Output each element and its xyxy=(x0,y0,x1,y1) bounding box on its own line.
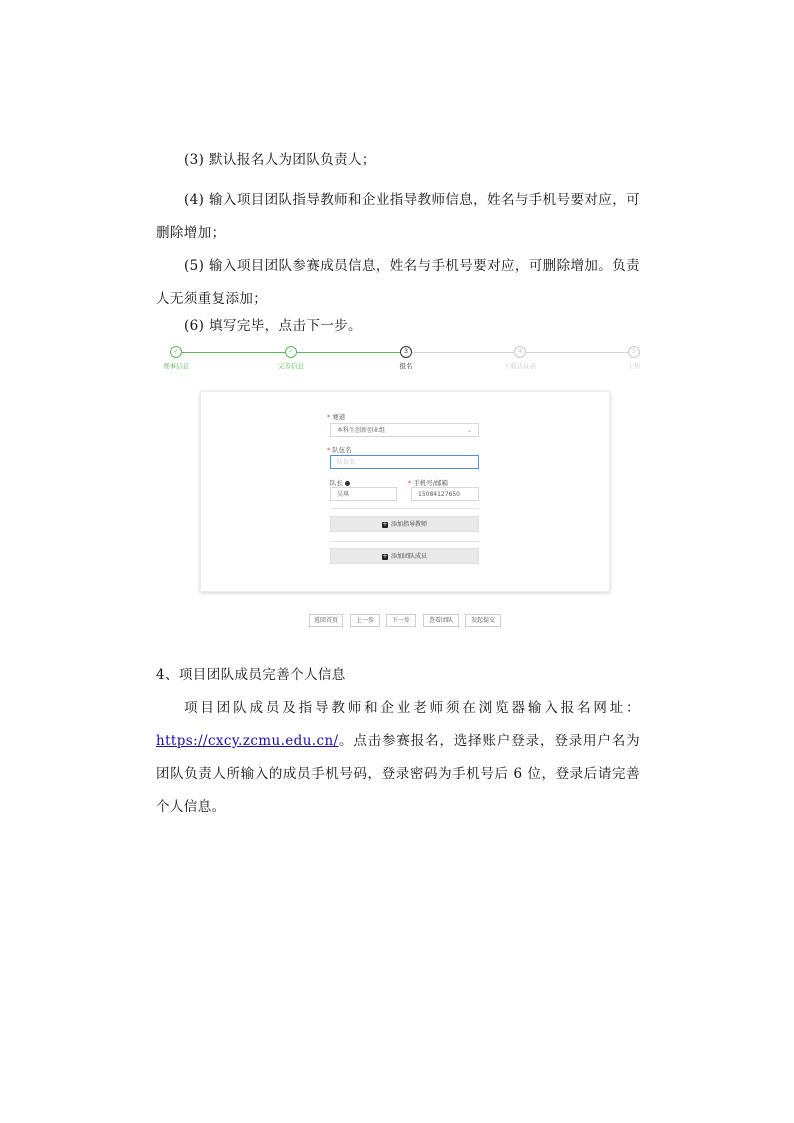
plus-icon: + xyxy=(382,520,388,528)
step-check-icon: ✓ xyxy=(285,346,297,358)
step-indicator xyxy=(158,345,644,373)
divider xyxy=(330,541,479,542)
section-4-rest: 。点击参赛报名，选择账户登录，登录用户名为团队负责人所输入的成员手机号码，登录密码为手机号后 6 位，登录后请完善个人信息。 xyxy=(156,733,640,815)
paragraph-3: (3) 默认报名人为团队负责人； xyxy=(184,152,376,168)
phone-value: 15084127650 xyxy=(418,491,460,498)
step-label: 上传 xyxy=(627,362,641,370)
next-step-button[interactable]: 下一步 xyxy=(386,614,416,627)
step-4 xyxy=(490,345,550,370)
step-1 xyxy=(146,345,206,370)
step-label: 完善信息 xyxy=(278,362,304,370)
step-number: 4 xyxy=(514,346,526,358)
leader-label: 队长 xyxy=(330,478,350,487)
section-4-body xyxy=(156,692,640,824)
add-member-button[interactable]: + 添加团队成员 xyxy=(330,548,479,564)
step-label: 下载认证表 xyxy=(503,362,537,370)
step-3 xyxy=(376,345,436,370)
phone-input[interactable] xyxy=(411,487,479,501)
previous-step-button[interactable]: 上一步 xyxy=(350,614,380,627)
chevron-down-icon: ⌄ xyxy=(466,427,472,434)
plus-icon: + xyxy=(382,552,388,560)
registration-url-link[interactable]: https://cxcy.zcmu.edu.cn/ xyxy=(156,733,339,749)
divider xyxy=(330,508,479,509)
step-label: 报名 xyxy=(399,362,413,370)
team-name-input[interactable] xyxy=(330,455,479,469)
paragraph-4 xyxy=(156,184,640,250)
paragraph-6: (6) 填写完毕，点击下一步。 xyxy=(184,318,362,334)
add-teacher-button[interactable]: + 添加指导教师 xyxy=(330,516,479,532)
submit-button[interactable]: 发起提交 xyxy=(465,614,501,627)
track-select[interactable] xyxy=(330,423,479,437)
info-icon xyxy=(345,481,350,486)
step-number: 3 xyxy=(400,346,412,358)
registration-form-card xyxy=(200,391,610,592)
track-label: * 赛道 xyxy=(327,413,346,421)
paragraph-4-text: (4) 输入项目团队指导教师和企业指导教师信息，姓名与手机号要对应，可删除增加； xyxy=(156,192,640,241)
team-name-placeholder: 队伍名 xyxy=(337,459,356,466)
view-team-button[interactable]: 查看团队 xyxy=(423,614,459,627)
phone-label: * 手机号/邮箱 xyxy=(408,479,448,487)
step-5 xyxy=(604,345,664,370)
step-label: 赛事信息 xyxy=(163,362,189,370)
team-name-label: * 队伍名 xyxy=(327,446,352,454)
section-4-intro: 项目团队成员及指导教师和企业老师须在浏览器输入报名网址： xyxy=(184,700,640,716)
leader-input[interactable] xyxy=(330,487,397,501)
track-value: 本科生创新创业组 xyxy=(337,427,386,434)
step-2 xyxy=(261,345,321,370)
paragraph-5: (5) 输入项目团队参赛成员信息，姓名与手机号要对应，可删除增加。负责人无须重复添加； xyxy=(156,258,640,307)
step-number: 5 xyxy=(628,346,640,358)
leader-value: 吴琪 xyxy=(337,491,350,498)
section-4-heading: 4、项目团队成员完善个人信息 xyxy=(156,667,346,683)
back-home-button[interactable]: 返回首页 xyxy=(309,614,343,627)
step-check-icon: ✓ xyxy=(170,346,182,358)
